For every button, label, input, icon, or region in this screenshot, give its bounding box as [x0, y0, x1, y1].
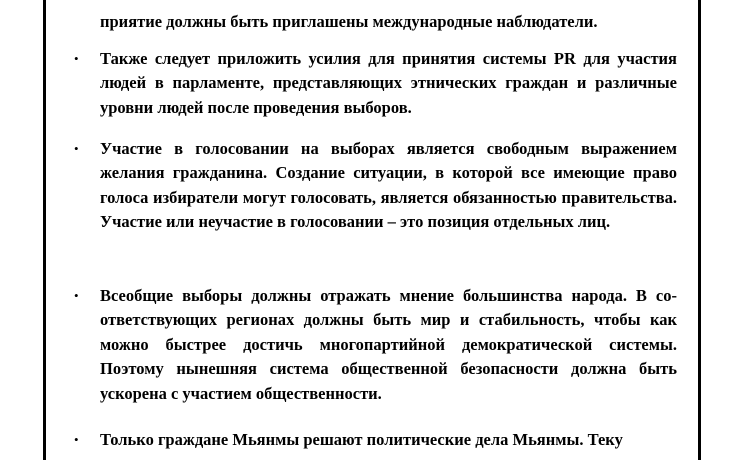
paragraph-continuation: приятие должны быть приглашены международные наблюдатели.	[100, 12, 598, 31]
paragraph-general-elections: Всеобщие выборы должны отражать мнение большинства народа. В соответствующих регионах должны быть мир и стабильность, чтобы как можно быстрее достичь многопартийной демократической системы. Поэтому нынешняя система общественной безопасности должна быть ускорена с участием общественности.	[100, 286, 677, 403]
bullet-marker: •	[74, 141, 79, 156]
bullet-marker: •	[74, 432, 79, 447]
bullet-marker: •	[74, 288, 79, 303]
paragraph-pr-system: Также следует приложить усилия для принятия системы PR для участия людей в парламенте, представляющих этнических граждан и различные уровни людей после проведения выборов.	[100, 49, 677, 117]
bullet-marker: •	[74, 51, 79, 66]
paragraph-myanmar-citizens: Только граждане Мьянмы решают политические дела Мьянмы. Теку	[100, 430, 623, 449]
paragraph-voting-participation: Участие в голосовании на выборах является свободным выражением желания гражданина. Создание ситуации, в которой все имеющие право голоса избиратели могут голосовать, является обязанностью правительства. Участие или неучастие в голосовании – это позиция отдельных лиц.	[100, 139, 677, 232]
